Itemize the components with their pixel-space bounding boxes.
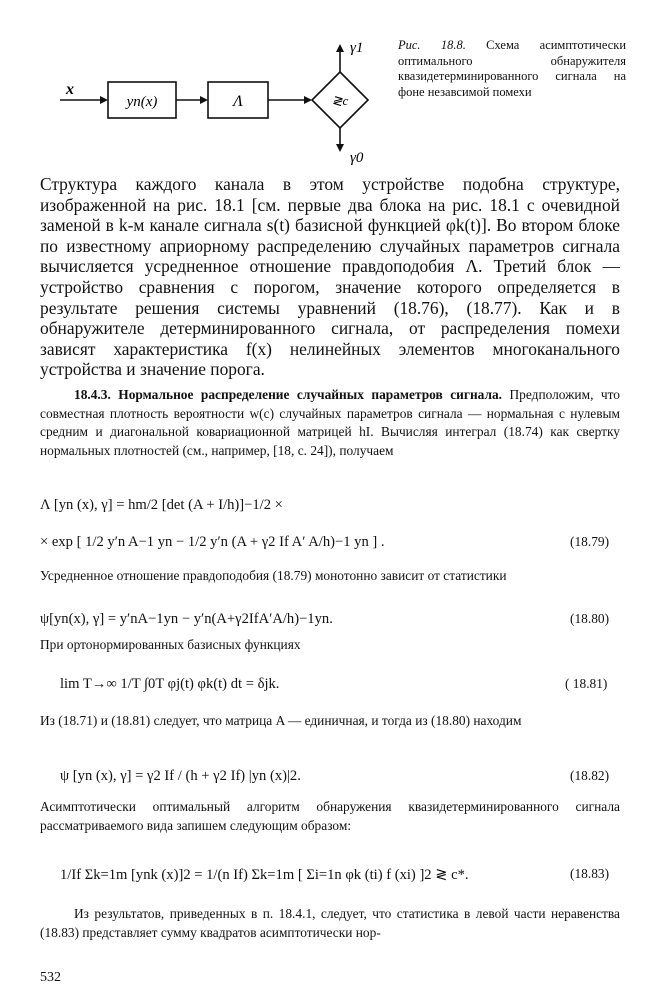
section-text: Предположим, что совместная плотность вероятности w(c) случайных параметров сигнала — нормальная с нулевым средним и диагональной ковариационной матрицей hI. Вычисляя интеграл (18.74) как свертку нормальных плотностей (см., например, [18, с. 24]), получаем [40, 387, 620, 458]
eq81-number: ( 18.81) [565, 676, 608, 691]
block2-label: Λ [233, 93, 243, 110]
caption-label: Рис. 18.8. [398, 38, 466, 52]
eq83-number: (18.83) [570, 866, 610, 881]
caption-text: Схема асимптотически оптимального обнаружителя квазидетерминированного сигнала на фоне незавсимой помехи [398, 38, 627, 99]
eq82: ψ [yn (x), γ] = γ2 If / (h + γ2 If) |yn (x)|2. [60, 768, 301, 784]
eq80-number: (18.80) [570, 611, 610, 626]
block-diagram [40, 30, 390, 170]
comparator-label: ≷c [331, 93, 349, 108]
output-bottom-label: γ0 [350, 150, 364, 166]
block1-label: yn(x) [126, 94, 158, 110]
eq79-number: (18.79) [570, 534, 610, 549]
eq81: lim T→∞ 1/T ∫0T φj(t) φk(t) dt = δjk. [60, 676, 280, 692]
eq82-number: (18.82) [570, 768, 610, 783]
text-5: Из результатов, приведенных в п. 18.4.1, следует, что статистика в левой части неравенства (18.83) представляет сумму квадратов асимптотически нор- [40, 906, 620, 940]
text-2: При ортонормированных базисных функциях [40, 637, 301, 652]
eq83: 1/If Σk=1m [ynk (x)]2 = 1/(n If) Σk=1m [ Σi=1n φk (ti) f (xi) ]2 ≷ c*. [60, 867, 469, 883]
page-number: 532 [40, 970, 61, 985]
figure-caption [398, 38, 626, 100]
text-3: Из (18.71) и (18.81) следует, что матрица A — единичная, и тогда из (18.80) находим [40, 713, 522, 728]
input-label: x [66, 81, 74, 98]
eq79-line2: × exp [ 1/2 y′n A−1 yn − 1/2 y′n (A + γ2 If A′ A/h)−1 yn ] . [40, 534, 385, 550]
section-paragraph [40, 386, 620, 460]
text-4: Асимптотически оптимальный алгоритм обнаружения квазидетерминированного сигнала рассматриваемого вида запишем следующим образом: [40, 799, 620, 833]
eq80: ψ[yn(x), γ] = y′nA−1yn − y′n(A+γ2IfA′A/h)−1yn. [40, 611, 333, 627]
section-heading: 18.4.3. Нормальное распределение случайных параметров сигнала. [74, 387, 503, 402]
text-1: Усредненное отношение правдоподобия (18.79) монотонно зависит от статистики [40, 568, 507, 583]
eq79-line1: Λ [yn (x), γ] = hm/2 [det (A + I/h)]−1/2 × [40, 497, 283, 513]
output-top-label: γ1 [350, 40, 364, 56]
paragraph-large: Структура каждого канала в этом устройстве подобна структуре, изображенной на рис. 18.1 [см. первые два блока на рис. 18.1 с очевидной заменой в k-м канале сигнала s(t) базисной функцией φk(t)]. Во втором блоке по известному априорному распределению случайных параметров сигнала вычисляется усредненное отношение правдоподобия Λ. Третий блок — устройство сравнения с порогом, значение которого определяется в результате решения системы уравнений (18.76), (18.77). Как и в обнаружителе детерминированного сигнала, от распределения помехи зависят характеристика f(x) нелинейных элементов многоканального устройства и значение порога. [40, 174, 620, 380]
